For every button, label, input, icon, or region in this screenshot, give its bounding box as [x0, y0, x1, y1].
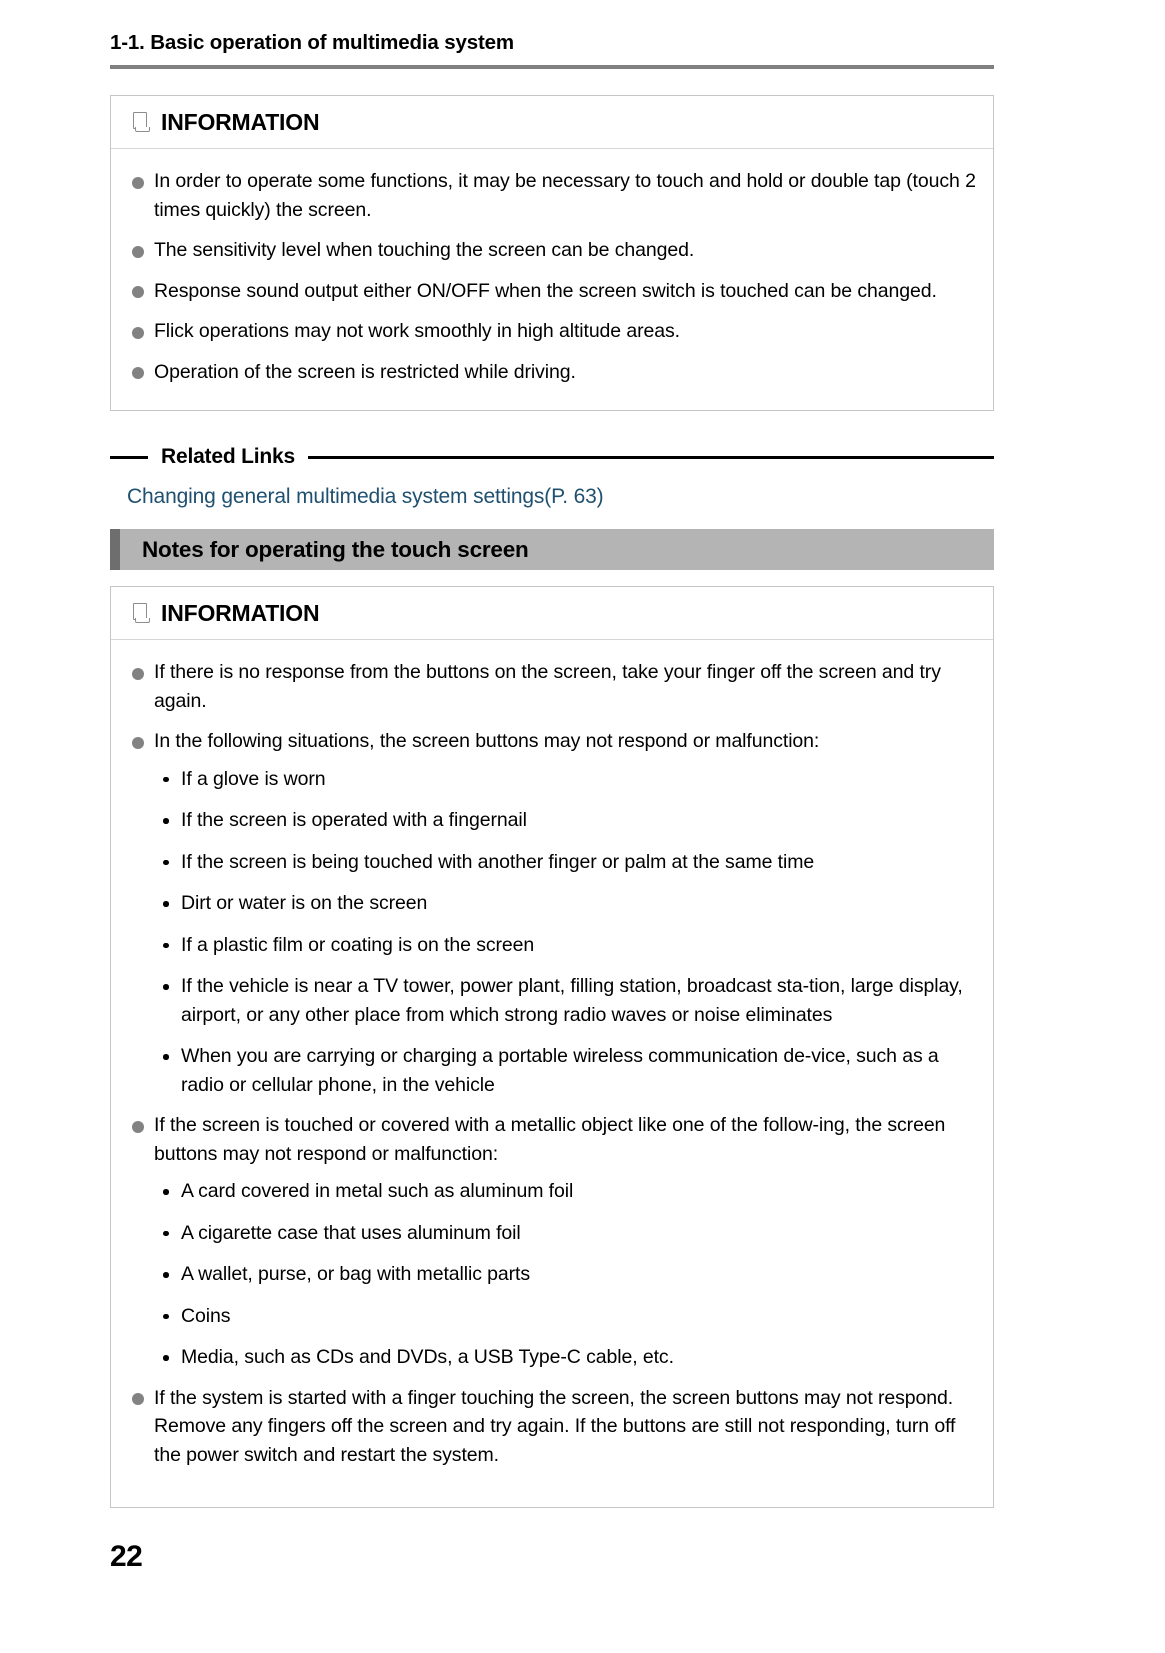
information-list-2 [131, 658, 976, 1469]
list-item [154, 1302, 976, 1331]
information-list-1 [131, 167, 976, 386]
related-links-heading [110, 440, 994, 474]
list-item [131, 358, 976, 387]
list-item [131, 236, 976, 265]
related-link-changing-settings[interactable]: Changing general multimedia system settings(P. 63) [127, 485, 604, 508]
page-header [110, 30, 994, 69]
information-box-2-header [111, 587, 993, 640]
list-item [154, 889, 976, 918]
list-item-text: If the screen is touched or covered with a metallic object like one of the follow-ing, the screen buttons may not respond or malfunction: [154, 1114, 946, 1165]
list-item [154, 931, 976, 960]
list-item-text: Media, such as CDs and DVDs, a USB Type-C cable, etc. [181, 1346, 674, 1368]
list-item-text: If a glove is worn [181, 767, 326, 790]
sub-list-metallic-objects [154, 1177, 976, 1372]
related-links-rule-right [308, 456, 994, 459]
bullet-icon [132, 737, 144, 749]
bullet-icon [132, 367, 144, 379]
list-item-text: If there is no response from the buttons on the screen, take your finger off the screen and try again. [154, 661, 941, 712]
information-box-1-header [111, 96, 993, 149]
sub-bullet-icon [163, 943, 169, 949]
list-item [154, 1177, 976, 1206]
list-item-text: If a plastic film or coating is on the screen [181, 933, 535, 956]
list-item-text: The sensitivity level when touching the screen can be changed. [154, 239, 695, 261]
list-item-text: If the vehicle is near a TV tower, power plant, filling station, broadcast sta-tion, large display, airport, or any other place from which strong radio waves or noise eliminates [181, 975, 963, 1026]
list-item-text: A cigarette case that uses aluminum foil [181, 1221, 521, 1244]
list-item-text: If the system is started with a finger touching the screen, the screen buttons may not respond. Remove any fingers off the screen and try again. If the buttons are still not responding, turn off the power switch and restart the system. [154, 1386, 956, 1466]
bullet-icon [132, 668, 144, 680]
list-item [154, 1260, 976, 1289]
list-item [154, 848, 976, 877]
header-divider [110, 65, 994, 69]
sub-bullet-icon [163, 818, 169, 824]
related-links-rule-left [110, 456, 148, 459]
sub-bullet-icon [163, 777, 169, 783]
list-item-text: When you are carrying or charging a portable wireless communication de-vice, such as a radio or cellular phone, in the vehicle [181, 1045, 939, 1096]
page-header-title: 1-1. Basic operation of multimedia system [110, 31, 514, 54]
page-number: 22 [110, 1540, 143, 1573]
section-accent-bar [110, 529, 120, 570]
book-icon [133, 603, 150, 624]
list-item [131, 277, 976, 306]
list-item [131, 658, 976, 715]
sub-bullet-icon [163, 860, 169, 866]
list-item-text: Operation of the screen is restricted while driving. [154, 360, 576, 383]
sub-bullet-icon [163, 984, 169, 990]
related-links-label: Related Links [161, 445, 295, 468]
bullet-icon [132, 1121, 144, 1133]
list-item [154, 1343, 976, 1372]
list-item [131, 1384, 976, 1470]
list-item [154, 1219, 976, 1248]
list-item-text: A card covered in metal such as aluminum foil [181, 1180, 574, 1202]
list-item-text: Response sound output either ON/OFF when the screen switch is touched can be changed. [154, 279, 937, 302]
list-item-text: In order to operate some functions, it may be necessary to touch and hold or double tap (touch 2 times quickly) the screen. [154, 170, 976, 221]
list-item-text: A wallet, purse, or bag with metallic parts [181, 1263, 531, 1285]
list-item [131, 317, 976, 346]
book-icon [133, 112, 150, 133]
information-box-2-title: INFORMATION [161, 600, 320, 626]
sub-bullet-icon [163, 1189, 169, 1195]
list-item [154, 765, 976, 794]
information-box-1 [110, 95, 994, 411]
list-item-text: Coins [181, 1304, 231, 1327]
sub-bullet-icon [163, 1314, 169, 1320]
list-item [131, 727, 976, 1099]
bullet-icon [132, 286, 144, 298]
list-item [154, 806, 976, 835]
list-item-text: Flick operations may not work smoothly in high altitude areas. [154, 320, 680, 342]
list-item-text: In the following situations, the screen buttons may not respond or malfunction: [154, 730, 820, 752]
sub-bullet-icon [163, 901, 169, 907]
sub-bullet-icon [163, 1272, 169, 1278]
sub-bullet-icon [163, 1355, 169, 1361]
bullet-icon [132, 177, 144, 189]
list-item [154, 972, 976, 1029]
information-box-1-title: INFORMATION [161, 109, 320, 135]
list-item [154, 1042, 976, 1099]
information-box-2 [110, 586, 994, 1508]
list-item [131, 1111, 976, 1372]
list-item-text: If the screen is operated with a fingernail [181, 809, 527, 831]
information-box-2-body [111, 640, 993, 1487]
information-box-1-body [111, 149, 993, 404]
list-item-text: If the screen is being touched with another finger or palm at the same time [181, 850, 815, 873]
bullet-icon [132, 1393, 144, 1405]
sub-list-situations [154, 765, 976, 1100]
section-heading-bar [110, 529, 994, 570]
section-heading-title: Notes for operating the touch screen [142, 536, 529, 562]
sub-bullet-icon [163, 1054, 169, 1060]
list-item [131, 167, 976, 224]
list-item-text: Dirt or water is on the screen [181, 892, 428, 914]
sub-bullet-icon [163, 1231, 169, 1237]
bullet-icon [132, 246, 144, 258]
bullet-icon [132, 327, 144, 339]
